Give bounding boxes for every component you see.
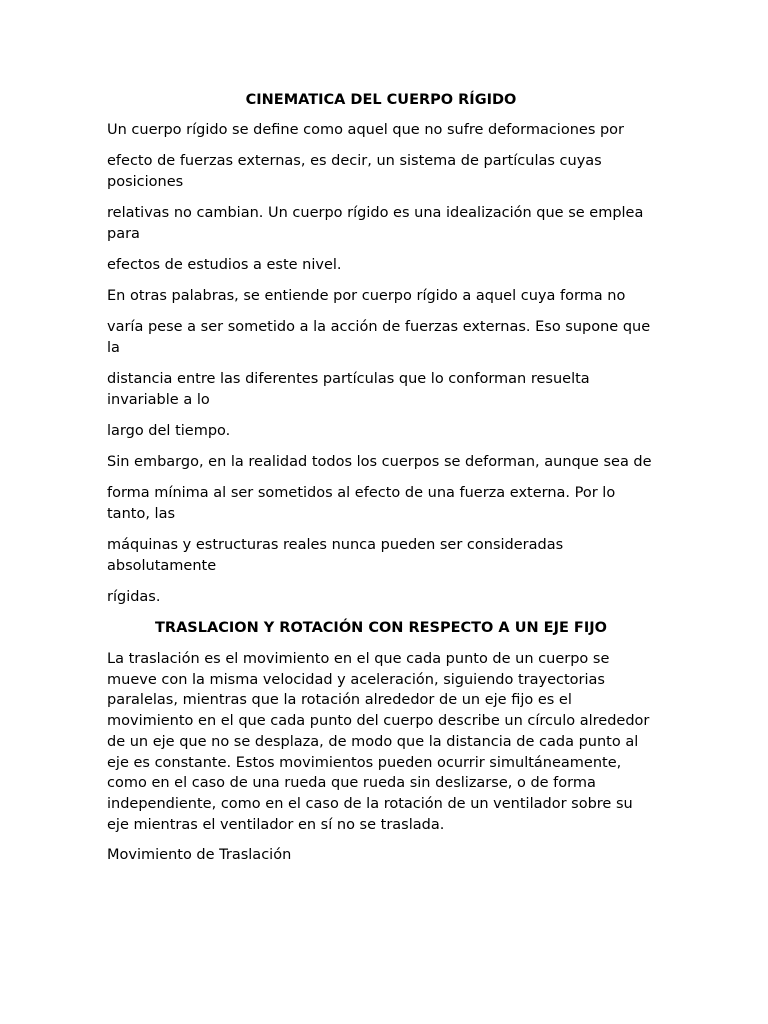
paragraph-line-9: Sin embargo, en la realidad todos los cuerpos se deforman, aunque sea de	[107, 454, 652, 470]
paragraph-line-6: varía pese a ser sometido a la acción de fuerzas externas. Eso supone que la	[107, 319, 651, 356]
paragraph-line-1: Un cuerpo rígido se define como aquel que no sufre deformaciones por	[107, 122, 625, 138]
paragraph-line-7: distancia entre las diferentes partículas que lo conforman resuelta invariable a lo	[107, 371, 590, 408]
document-page	[107, 90, 655, 876]
paragraph-line-12: rígidas.	[107, 589, 161, 605]
movimiento-traslacion-label: Movimiento de Traslación	[107, 847, 292, 864]
paragraph-line-4: efectos de estudios a este nivel.	[107, 257, 342, 273]
paragraph-line-11: máquinas y estructuras reales nunca pueden ser consideradas absolutamente	[107, 537, 564, 574]
document-title: CINEMATICA DEL CUERPO RÍGIDO	[245, 92, 517, 108]
paragraph-line-2: efecto de fuerzas externas, es decir, un sistema de partículas cuyas posiciones	[107, 153, 602, 190]
traslacion-rotacion-paragraph: La traslación es el movimiento en el que cada punto de un cuerpo se mueve con la misma velocidad y aceleración, siguiendo trayectorias paralelas, mientras que la rotación alrededor de un eje fijo es el movimiento en el que cada punto del cuerpo describe un círculo alrededor de un eje que no se desplaza, de modo que la distancia de cada punto al eje es constante. Estos movimientos pueden ocurrir simultáneamente, como en el caso de una rueda que rueda sin deslizarse, o de forma independiente, como en el caso de la rotación de un ventilador sobre su eje mientras el ventilador en sí no se traslada.	[107, 651, 650, 833]
paragraph-line-8: largo del tiempo.	[107, 423, 231, 439]
paragraph-line-10: forma mínima al ser sometidos al efecto de una fuerza externa. Por lo tanto, las	[107, 485, 616, 522]
section-title-traslacion-rotacion: TRASLACION Y ROTACIÓN CON RESPECTO A UN EJE FIJO	[155, 620, 607, 636]
paragraph-line-5: En otras palabras, se entiende por cuerpo rígido a aquel cuya forma no	[107, 288, 626, 304]
paragraph-line-3: relativas no cambian. Un cuerpo rígido es una idealización que se emplea para	[107, 205, 644, 242]
